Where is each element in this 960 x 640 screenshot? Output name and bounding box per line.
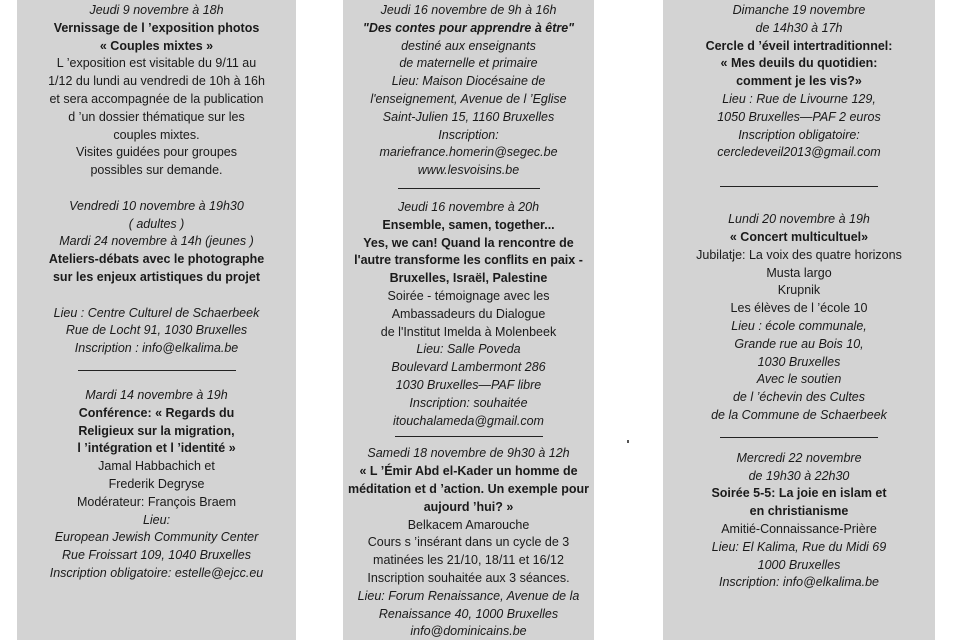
- event-line: Modérateur: François Braem: [76, 494, 237, 509]
- event-line: Les élèves de l ’école 10: [730, 301, 868, 316]
- event-mid-3: [343, 445, 594, 640]
- divider: [720, 186, 878, 187]
- event-line: 1/12 du lundi au vendredi de 10h à 16h: [48, 74, 265, 89]
- event-line: « L ’Émir Abd el-Kader un homme de: [359, 464, 578, 479]
- event-line: Lieu: Salle Poveda: [416, 342, 521, 357]
- event-line: l'autre transforme les conflits en paix -: [354, 253, 583, 268]
- event-line: Inscription obligatoire: estelle@ejcc.eu: [49, 565, 264, 580]
- divider: [78, 370, 236, 371]
- event-line: Dimanche 19 novembre: [732, 3, 866, 17]
- event-line: Vendredi 10 novembre à 19h30: [69, 198, 244, 213]
- event-line: de l ’échevin des Cultes: [732, 390, 866, 405]
- event-line: Jeudi 16 novembre de 9h à 16h: [380, 3, 557, 17]
- event-line: Ensemble, samen, together...: [382, 217, 555, 232]
- event-line: destiné aux enseignants: [401, 38, 536, 53]
- event-line: Rue de Locht 91, 1030 Bruxelles: [65, 323, 248, 338]
- event-line: Mercredi 22 novembre: [736, 450, 862, 465]
- event-line: Inscription obligatoire:: [738, 127, 860, 142]
- event-line: Lieu : Rue de Livourne 129,: [722, 91, 876, 106]
- event-line: et sera accompagnée de la publication: [49, 91, 264, 106]
- event-line: [17, 287, 296, 305]
- event-line: Lieu: Maison Diocésaine de: [391, 74, 546, 89]
- event-line: itouchalameda@gmail.com: [393, 413, 544, 428]
- event-line: Ateliers-débats avec le photographe: [48, 252, 265, 267]
- event-line: Bruxelles, Israël, Palestine: [389, 271, 548, 286]
- event-line: 1030 Bruxelles—PAF libre: [395, 377, 542, 392]
- event-line: sur les enjeux artistiques du projet: [52, 269, 260, 284]
- scan-speck: [627, 440, 629, 443]
- column-middle: [343, 0, 594, 640]
- event-line: Visites guidées pour groupes: [76, 145, 237, 160]
- event-line: Musta largo: [766, 265, 832, 280]
- event-line: Samedi 18 novembre de 9h30 à 12h: [367, 446, 570, 461]
- event-line: www.lesvoisins.be: [417, 163, 520, 178]
- event-line: Inscription : info@elkalima.be: [74, 341, 239, 356]
- event-line: Ambassadeurs du Dialogue: [391, 306, 546, 321]
- event-line: Jeudi 9 novembre à 18h: [89, 3, 224, 17]
- event-mid-1: [343, 2, 594, 180]
- event-line: méditation et d ’action. Un exemple pour: [347, 481, 589, 496]
- divider: [398, 188, 540, 189]
- event-line: matinées les 21/10, 18/11 et 16/12: [373, 553, 564, 568]
- event-line: de l'Institut Imelda à Molenbeek: [380, 324, 557, 339]
- event-line: de 19h30 à 22h30: [748, 468, 850, 483]
- event-line: Mardi 14 novembre à 19h: [85, 387, 228, 402]
- event-line: Belkacem Amarouche: [407, 517, 530, 532]
- event-line: Cours s ’insérant dans un cycle de 3: [367, 535, 570, 550]
- event-line: Renaissance 40, 1000 Bruxelles: [378, 606, 559, 621]
- event-line: Jeudi 16 novembre à 20h: [397, 199, 540, 214]
- event-line: « Mes deuils du quotidien:: [720, 56, 878, 71]
- event-line: Lundi 20 novembre à 19h: [728, 212, 870, 227]
- event-line: l ’intégration et l ’identité »: [77, 441, 236, 456]
- event-line: Grande rue au Bois 10,: [734, 336, 864, 351]
- event-line: Lieu:: [142, 512, 171, 527]
- event-line: Frederik Degryse: [108, 476, 205, 491]
- event-right-1: [663, 2, 935, 162]
- event-line: Jubilatje: La voix des quatre horizons: [696, 247, 902, 262]
- event-line: aujourd ’hui? »: [423, 499, 514, 514]
- column-left: [17, 0, 296, 640]
- event-left-2: [17, 387, 296, 583]
- event-line: Saint-Julien 15, 1160 Bruxelles: [382, 109, 555, 124]
- divider: [720, 437, 878, 438]
- event-mid-2: [343, 199, 594, 430]
- divider: [395, 436, 543, 437]
- event-line: Krupnik: [777, 283, 821, 298]
- event-line: Lieu: Forum Renaissance, Avenue de la: [357, 588, 580, 603]
- event-line: Lieu : école communale,: [731, 318, 867, 333]
- event-line: de 14h30 à 17h: [755, 20, 843, 35]
- event-right-3: [663, 450, 935, 592]
- event-line: Mardi 24 novembre à 14h (jeunes ): [59, 234, 254, 249]
- event-line: Religieux sur la migration,: [78, 423, 235, 438]
- event-line: Amitié-Connaissance-Prière: [721, 521, 877, 536]
- event-line: de la Commune de Schaerbeek: [711, 407, 887, 422]
- event-line: Inscription souhaitée aux 3 séances.: [367, 570, 570, 585]
- event-line: mariefrance.homerin@segec.be: [379, 145, 558, 160]
- event-line: Jamal Habbachich et: [98, 459, 215, 474]
- event-line: [17, 180, 296, 198]
- event-line: cercledeveil2013@gmail.com: [717, 145, 881, 160]
- event-line: Cercle d ’éveil intertraditionnel:: [705, 38, 893, 53]
- event-line: Inscription: info@elkalima.be: [719, 575, 879, 590]
- event-right-2: [663, 211, 935, 425]
- event-line: de maternelle et primaire: [399, 56, 538, 71]
- event-line: Vernissage de l ’exposition photos: [53, 20, 260, 35]
- event-line: European Jewish Community Center: [54, 530, 259, 545]
- event-line: Soirée 5-5: La joie en islam et: [711, 486, 887, 501]
- event-line: 1000 Bruxelles: [757, 557, 841, 572]
- event-line: couples mixtes.: [113, 127, 200, 142]
- column-right: [663, 0, 935, 640]
- event-line: ( adultes ): [128, 216, 185, 231]
- event-line: Avec le soutien: [756, 372, 842, 387]
- event-line: Conférence: « Regards du: [78, 405, 235, 420]
- event-line: « Concert multicultuel»: [729, 229, 869, 244]
- event-line: Boulevard Lambermont 286: [391, 360, 546, 375]
- event-line: "Des contes pour apprendre à être": [362, 20, 575, 35]
- event-line: Lieu : Centre Culturel de Schaerbeek: [53, 305, 260, 320]
- event-line: Lieu: El Kalima, Rue du Midi 69: [711, 539, 887, 554]
- event-line: Inscription: souhaitée: [409, 395, 528, 410]
- event-line: 1050 Bruxelles—PAF 2 euros: [717, 109, 881, 124]
- event-line: info@dominicains.be: [410, 624, 527, 639]
- event-line: Soirée - témoignage avec les: [387, 288, 550, 303]
- event-line: Rue Froissart 109, 1040 Bruxelles: [62, 548, 251, 563]
- event-left-1: [17, 2, 296, 358]
- event-line: d ’un dossier thématique sur les: [68, 109, 245, 124]
- event-line: possibles sur demande.: [90, 163, 223, 178]
- event-line: Inscription:: [438, 127, 499, 142]
- event-line: en christianisme: [749, 504, 849, 519]
- event-line: l'enseignement, Avenue de l ’Eglise: [370, 91, 567, 106]
- event-line: L ’exposition est visitable du 9/11 au: [56, 56, 257, 71]
- event-line: Yes, we can! Quand la rencontre de: [363, 235, 574, 250]
- event-line: 1030 Bruxelles: [757, 354, 841, 369]
- event-line: comment je les vis?»: [736, 74, 862, 89]
- event-line: « Couples mixtes »: [99, 38, 214, 53]
